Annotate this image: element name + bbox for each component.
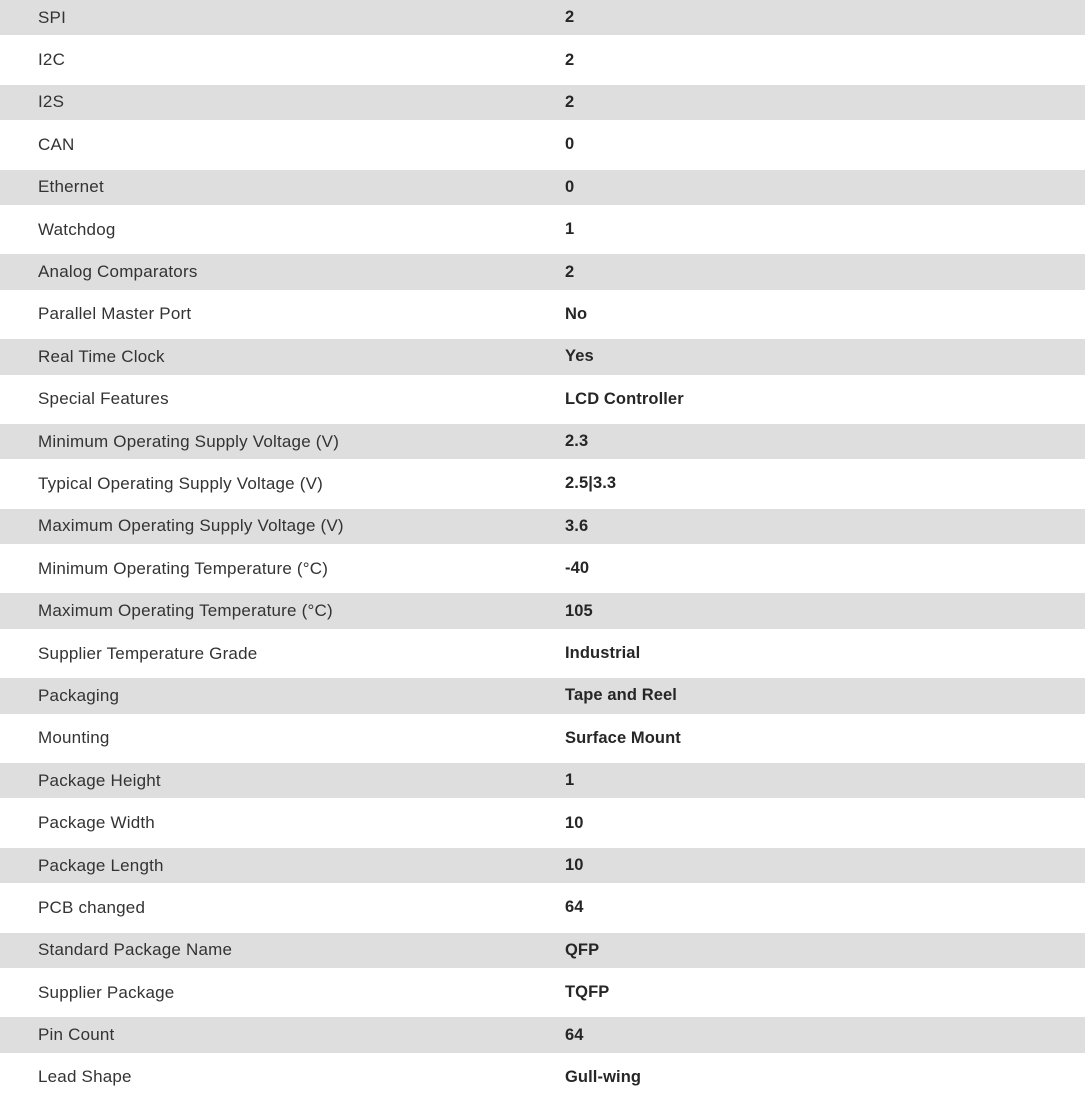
table-row <box>0 212 1085 247</box>
spec-value: 64 <box>565 1025 584 1044</box>
table-row <box>0 127 1085 162</box>
spec-value: 0 <box>565 177 575 196</box>
spec-label: Minimum Operating Supply Voltage (V) <box>38 431 340 451</box>
table-row <box>0 0 1085 35</box>
spec-value: No <box>565 304 588 323</box>
spec-value: 1 <box>565 220 575 239</box>
spec-value: TQFP <box>565 983 610 1002</box>
spec-value: 2 <box>565 8 575 27</box>
spec-label: PCB changed <box>38 897 146 917</box>
spec-label: Maximum Operating Temperature (°C) <box>38 601 333 621</box>
spec-value: 105 <box>565 601 593 620</box>
spec-value: 10 <box>565 813 584 832</box>
spec-value: 2 <box>565 50 575 69</box>
table-row <box>0 170 1085 205</box>
table-row <box>0 509 1085 544</box>
spec-label: Typical Operating Supply Voltage (V) <box>38 473 324 493</box>
spec-value: 10 <box>565 856 584 874</box>
spec-value: 2.5|3.3 <box>565 474 617 493</box>
spec-label: I2S <box>38 92 65 112</box>
spec-label: SPI <box>38 7 67 27</box>
table-row <box>0 678 1085 713</box>
table-row <box>0 297 1085 332</box>
spec-value: Surface Mount <box>565 728 681 747</box>
spec-label: Watchdog <box>38 219 116 239</box>
spec-value: LCD Controller <box>565 389 684 408</box>
table-row <box>0 805 1085 840</box>
spec-value: Yes <box>565 347 594 366</box>
spec-label: Lead Shape <box>38 1067 132 1087</box>
spec-label: Special Features <box>38 389 169 409</box>
spec-value: -40 <box>565 559 590 578</box>
spec-value: Gull-wing <box>565 1067 642 1086</box>
spec-label: I2C <box>38 50 66 70</box>
table-row <box>0 848 1085 883</box>
spec-value: 64 <box>565 898 584 917</box>
table-row <box>0 975 1085 1010</box>
spec-label: Standard Package Name <box>38 940 233 960</box>
table-row <box>0 424 1085 459</box>
spec-label: Package Length <box>38 855 164 875</box>
spec-label: Minimum Operating Temperature (°C) <box>38 558 329 578</box>
table-row <box>0 721 1085 756</box>
table-row <box>0 593 1085 628</box>
spec-label: Analog Comparators <box>38 262 198 282</box>
table-row <box>0 636 1085 671</box>
spec-value: 2 <box>565 262 575 281</box>
table-row <box>0 466 1085 501</box>
table-row <box>0 933 1085 968</box>
spec-label: CAN <box>38 134 75 154</box>
spec-label: Real Time Clock <box>38 346 165 366</box>
spec-label: Ethernet <box>38 177 104 197</box>
spec-label: Package Height <box>38 770 161 790</box>
spec-value: 0 <box>565 135 575 154</box>
spec-value: 2 <box>565 92 575 111</box>
spec-label: Maximum Operating Supply Voltage (V) <box>38 516 344 536</box>
table-row <box>0 1017 1085 1052</box>
spec-label: Mounting <box>38 728 110 748</box>
table-row <box>0 42 1085 77</box>
table-row <box>0 339 1085 374</box>
table-row <box>0 763 1085 798</box>
table-row <box>0 890 1085 925</box>
table-row <box>0 382 1085 417</box>
spec-label: Pin Count <box>38 1025 115 1045</box>
table-row <box>0 551 1085 586</box>
spec-label: Supplier Package <box>38 982 175 1002</box>
spec-label: Parallel Master Port <box>38 304 192 324</box>
table-row <box>0 85 1085 120</box>
table-row <box>0 254 1085 289</box>
spec-value: Tape and Reel <box>565 686 677 705</box>
spec-label: Supplier Temperature Grade <box>38 643 258 663</box>
spec-label: Package Width <box>38 813 155 833</box>
spec-value: Industrial <box>565 644 641 663</box>
table-row <box>0 1060 1085 1095</box>
spec-value: QFP <box>565 940 600 959</box>
spec-value: 2.3 <box>565 432 589 451</box>
spec-value: 3.6 <box>565 516 589 535</box>
spec-value: 1 <box>565 771 575 790</box>
spec-label: Packaging <box>38 685 120 705</box>
